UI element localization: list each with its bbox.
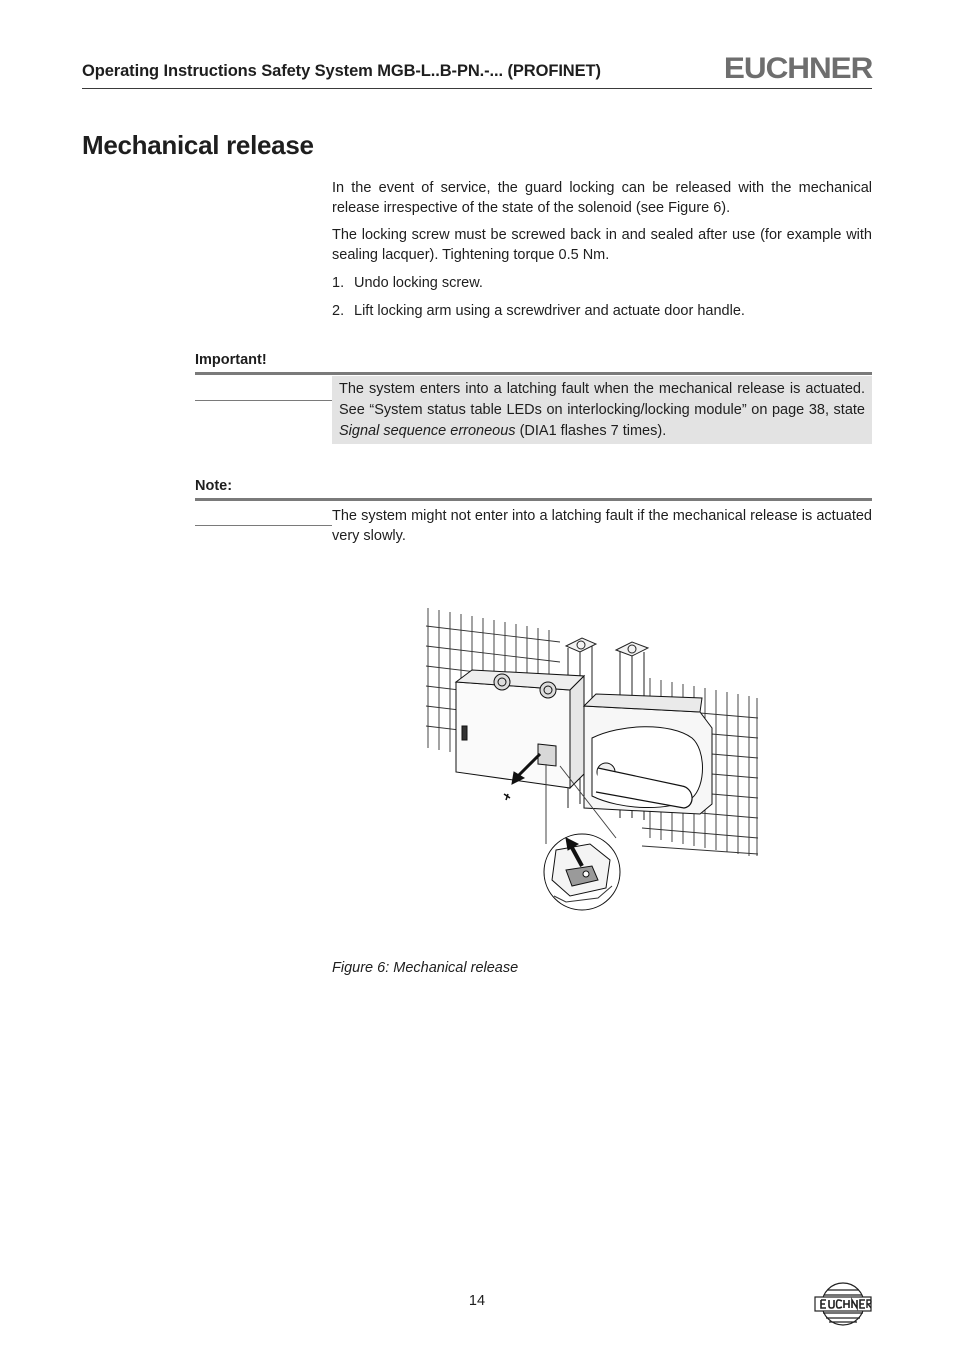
locking-module [456, 670, 584, 788]
important-box [332, 376, 872, 444]
important-underline [195, 400, 332, 401]
mechanical-release-figure [420, 598, 765, 916]
document-title: Operating Instructions Safety System MGB-L..B-PN.-... (PROFINET) [82, 62, 601, 80]
euchner-badge-icon [813, 1281, 873, 1327]
step-item [332, 274, 872, 294]
important-text-end: (DIA1 flashes 7 times). [515, 423, 667, 439]
step-text: Lift locking arm using a screwdriver and actuate door handle. [354, 303, 745, 319]
detail-magnifier [544, 834, 620, 910]
note-text: The system might not enter into a latching fault if the mechanical release is actuated very slowly. [332, 508, 872, 544]
important-rule [195, 372, 872, 375]
handle-module [584, 694, 712, 814]
sealing-paragraph: The locking screw must be screwed back in and sealed after use (for example with sealing lacquer). Tightening torque 0.5 Nm. [332, 227, 872, 263]
page-header [82, 52, 872, 89]
important-state-name: Signal sequence erroneous [339, 423, 516, 439]
important-text: The system enters into a latching fault when the mechanical release is actuated. See “System status table LEDs on interlocking/locking module” on page 38, state [339, 381, 865, 418]
note-underline [195, 525, 332, 526]
step-number: 1. [332, 275, 345, 291]
step-text: Undo locking screw. [354, 275, 483, 291]
step-item [332, 302, 872, 322]
figure-caption: Figure 6: Mechanical release [332, 960, 519, 976]
note-label: Note: [195, 478, 233, 494]
note-rule [195, 498, 872, 501]
mechanical-release-illustration [420, 598, 765, 916]
intro-paragraph: In the event of service, the guard locking can be released with the mechanical release irrespective of the state of the solenoid (see Figure 6). [332, 180, 872, 216]
section-title: Mechanical release [82, 130, 314, 160]
step-number: 2. [332, 303, 345, 319]
important-label: Important! [195, 352, 267, 368]
page-number: 14 [468, 1293, 486, 1309]
euchner-logo: EUCHNER [723, 52, 872, 85]
